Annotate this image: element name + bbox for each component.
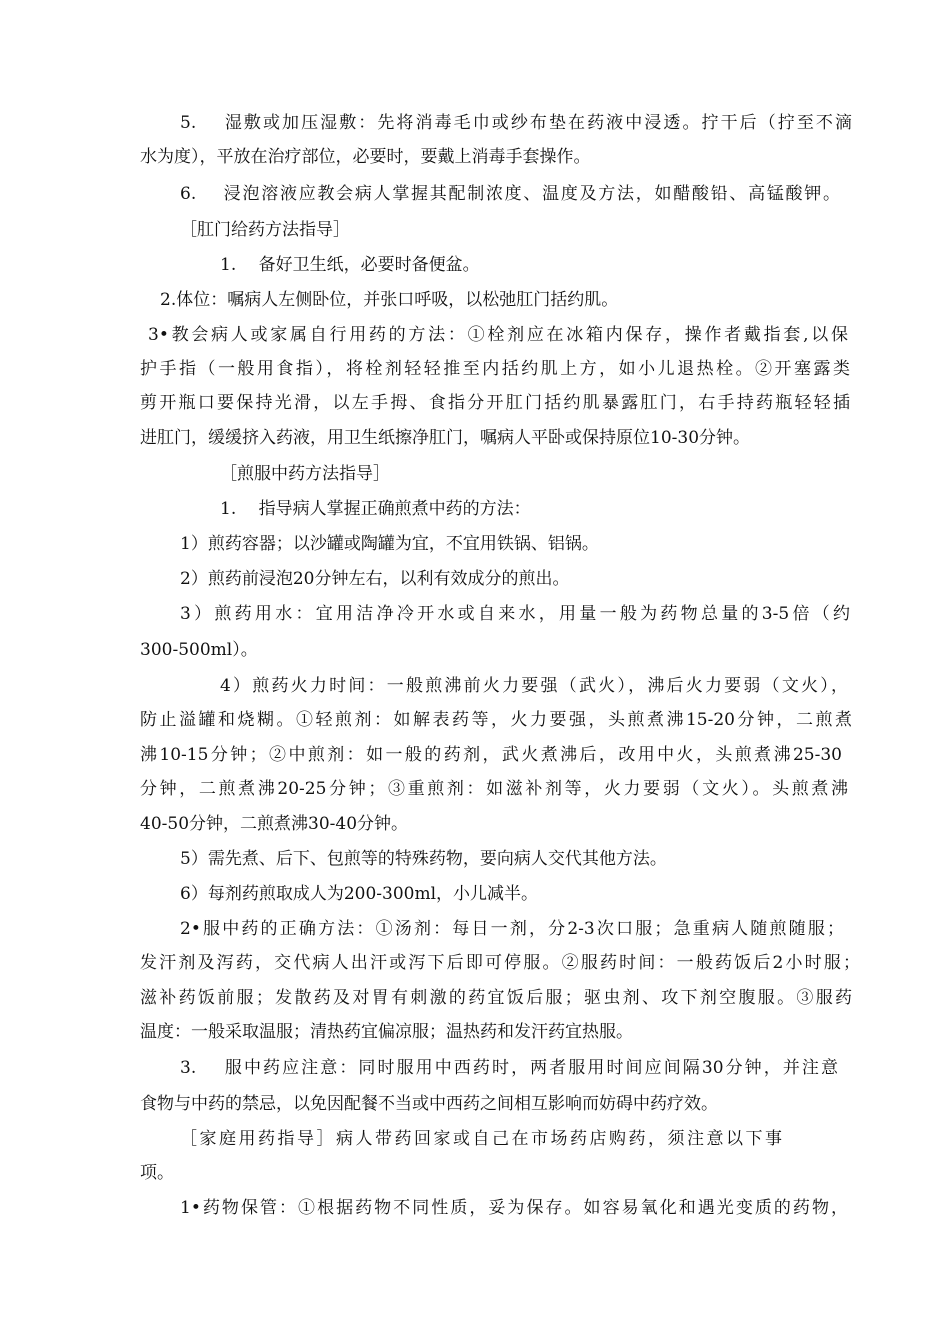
text-line: 温度：一般采取温服；清热药宜偏凉服；温热药和发汗药宜热服。 bbox=[140, 1022, 633, 1042]
text-line: 300-500ml）。 bbox=[140, 640, 258, 660]
text-line: 3•教会病人或家属自行用药的方法：①栓剂应在冰箱内保存，操作者戴指套,以保 bbox=[148, 325, 848, 345]
section-heading: ［肛门给药方法指导］ bbox=[180, 220, 350, 240]
text-line: 3）煎药用水：宜用洁净冷开水或自来水，用量一般为药物总量的3-5倍（约 bbox=[180, 604, 850, 624]
text-line: 1•药物保管：①根据药物不同性质，妥为保存。如容易氧化和遇光变质的药物， bbox=[180, 1198, 848, 1218]
text-line: 2）煎药前浸泡20分钟左右，以利有效成分的煎出。 bbox=[180, 569, 570, 589]
text-line: 1）煎药容器；以沙罐或陶罐为宜，不宜用铁锅、铝锅。 bbox=[180, 534, 599, 554]
text-line: 6. 浸泡溶液应教会病人掌握其配制浓度、温度及方法，如醋酸铅、高锰酸钾。 bbox=[180, 184, 840, 204]
text-line: 进肛门，缓缓挤入药液，用卫生纸擦净肛门，嘱病人平卧或保持原位10-30分钟。 bbox=[140, 428, 751, 448]
text-line: 2.体位：嘱病人左侧卧位，并张口呼吸，以松弛肛门括约肌。 bbox=[160, 290, 619, 310]
text-line: 4）煎药火力时间：一般煎沸前火力要强（武火），沸后火力要弱（文火）， bbox=[220, 676, 848, 696]
text-line: 1. 备好卫生纸，必要时备便盆。 bbox=[220, 255, 480, 275]
text-line: 5. 湿敷或加压湿敷：先将消毒毛巾或纱布垫在药液中浸透。拧干后（拧至不滴 bbox=[180, 113, 852, 133]
text-line: 护手指（一般用食指），将栓剂轻轻推至内括约肌上方，如小儿退热栓。②开塞露类 bbox=[140, 359, 850, 379]
text-line: 2•服中药的正确方法：①汤剂：每日一剂，分2-3次口服；急重病人随煎随服； bbox=[180, 919, 844, 939]
text-line: 5）需先煮、后下、包煎等的特殊药物，要向病人交代其他方法。 bbox=[180, 849, 667, 869]
text-line: 发汗剂及泻药，交代病人出汗或泻下后即可停服。②服药时间：一般药饭后2小时服； bbox=[140, 953, 860, 973]
text-line: 食物与中药的禁忌，以免因配餐不当或中西药之间相互影响而妨碍中药疗效。 bbox=[140, 1094, 718, 1114]
text-line: 分钟，二煎煮沸20-25分钟；③重煎剂：如滋补剂等，火力要弱（文火）。头煎煮沸 bbox=[140, 779, 848, 799]
text-line: 防止溢罐和烧糊。①轻煎剂：如解表药等，火力要强，头煎煮沸15-20分钟，二煎煮 bbox=[140, 710, 852, 730]
text-line: 项。 bbox=[140, 1163, 174, 1183]
section-heading: ［煎服中药方法指导］ bbox=[220, 464, 390, 484]
text-line: 6）每剂药煎取成人为200-300ml，小儿减半。 bbox=[180, 884, 539, 904]
text-line: 1. 指导病人掌握正确煎煮中药的方法： bbox=[220, 499, 531, 519]
text-line: ［家庭用药指导］病人带药回家或自己在市场药店购药，须注意以下事 bbox=[180, 1129, 782, 1149]
text-line: 滋补药饭前服；发散药及对胃有刺激的药宜饭后服；驱虫剂、攻下剂空腹服。③服药 bbox=[140, 988, 852, 1008]
text-line: 水为度），平放在治疗部位，必要时，要戴上消毒手套操作。 bbox=[140, 147, 591, 167]
text-line: 40-50分钟，二煎煮沸30-40分钟。 bbox=[140, 814, 409, 834]
text-line: 沸10-15分钟；②中煎剂：如一般的药剂，武火煮沸后，改用中火，头煎煮沸25-30 bbox=[140, 745, 842, 765]
text-line: 3. 服中药应注意：同时服用中西药时，两者服用时间应间隔30分钟，并注意 bbox=[180, 1058, 838, 1078]
text-line: 剪开瓶口要保持光滑，以左手拇、食指分开肛门括约肌暴露肛门，右手持药瓶轻轻插 bbox=[140, 393, 850, 413]
